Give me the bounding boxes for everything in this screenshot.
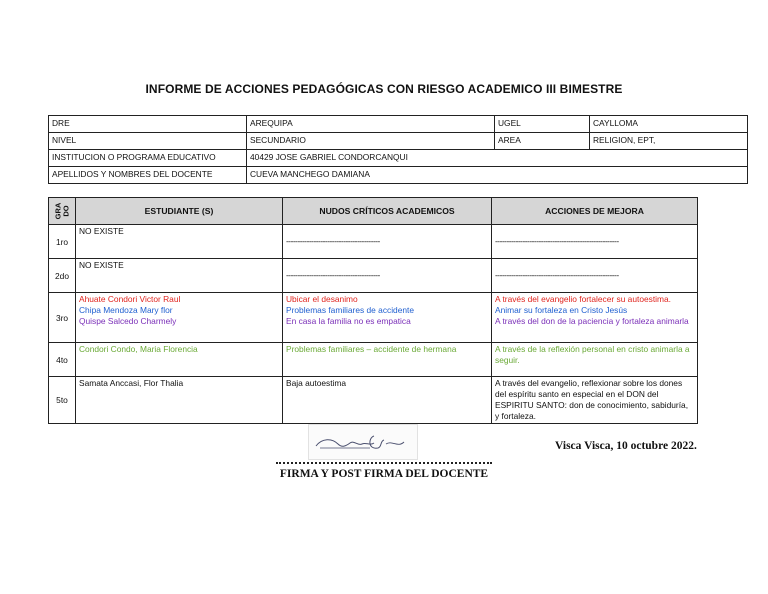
place-date: Visca Visca, 10 octubre 2022. [555, 440, 697, 452]
table-row [49, 259, 698, 293]
accion-text: A través del don de la paciencia y fortaleza animarla [495, 316, 689, 326]
dre-label: DRE [49, 116, 247, 133]
dash-line: ------------------------------------------------------ [495, 236, 619, 246]
row-nudos: Baja autoestima [283, 377, 492, 424]
accion-text: A través del evangelio fortalecer su autoestima. [495, 294, 671, 304]
student-name: Quispe Salcedo Charmely [79, 316, 177, 326]
handwritten-signature [308, 424, 418, 460]
row-nudos: Problemas familiares – accidente de hermana [283, 343, 492, 377]
header-estudiante: ESTUDIANTE (S) [76, 198, 283, 225]
signature-line [276, 462, 492, 464]
info-table [48, 115, 748, 184]
row-acciones: A través de la reflexión personal en cristo animarla a seguir. [492, 343, 698, 377]
row-grado: 3ro [49, 293, 76, 343]
row-estudiante: NO EXISTE [76, 225, 283, 259]
nudo-text: En casa la familia no es empatica [286, 316, 411, 326]
table-header-row [49, 198, 698, 225]
ugel-label: UGEL [495, 116, 590, 133]
header-nudos: NUDOS CRÍTICOS ACADEMICOS [283, 198, 492, 225]
accion-text: Animar su fortaleza en Cristo Jesús [495, 305, 628, 315]
info-row-institucion [49, 150, 748, 167]
row-grado: 1ro [49, 225, 76, 259]
row-nudos [283, 259, 492, 293]
table-row [49, 225, 698, 259]
dre-value: AREQUIPA [247, 116, 495, 133]
nivel-value: SECUNDARIO [247, 133, 495, 150]
row-estudiante: NO EXISTE [76, 259, 283, 293]
row-estudiante: Condori Condo, Maria Florencia [76, 343, 283, 377]
docente-label: APELLIDOS Y NOMBRES DEL DOCENTE [49, 167, 247, 184]
dash-line: ------------------------------------------------------ [495, 270, 619, 280]
row-estudiante [76, 293, 283, 343]
row-acciones [492, 259, 698, 293]
area-value: RELIGION, EPT, [590, 133, 748, 150]
table-row [49, 343, 698, 377]
area-label: AREA [495, 133, 590, 150]
row-nudos [283, 225, 492, 259]
actions-table [48, 197, 698, 424]
table-row [49, 377, 698, 424]
info-row-dre [49, 116, 748, 133]
table-row [49, 293, 698, 343]
row-acciones: A través del evangelio, reflexionar sobre los dones del espíritu santo en especial en el DON del ESPIRITU SANTO: don de conocimiento, sabiduría, y fortaleza. [492, 377, 698, 424]
row-grado: 4to [49, 343, 76, 377]
institucion-value: 40429 JOSE GABRIEL CONDORCANQUI [247, 150, 748, 167]
nudo-text: Problemas familiares de accidente [286, 305, 415, 315]
header-acciones: ACCIONES DE MEJORA [492, 198, 698, 225]
header-grado [49, 198, 76, 225]
row-acciones [492, 225, 698, 259]
signature-label: FIRMA Y POST FIRMA DEL DOCENTE [279, 468, 489, 480]
dash-line: ----------------------------------------- [286, 270, 380, 280]
report-title: INFORME DE ACCIONES PEDAGÓGICAS CON RIESGO ACADEMICO III BIMESTRE [145, 82, 623, 96]
row-acciones [492, 293, 698, 343]
nivel-label: NIVEL [49, 133, 247, 150]
header-grado-label: GRA DO [52, 202, 70, 220]
student-name: Chipa Mendoza Mary flor [79, 305, 173, 315]
student-name: Ahuate Condori Victor Raul [79, 294, 181, 304]
info-row-docente [49, 167, 748, 184]
dash-line: ----------------------------------------- [286, 236, 380, 246]
row-grado: 5to [49, 377, 76, 424]
ugel-value: CAYLLOMA [590, 116, 748, 133]
row-nudos [283, 293, 492, 343]
docente-value: CUEVA MANCHEGO DAMIANA [247, 167, 748, 184]
nudo-text: Ubicar el desanimo [286, 294, 358, 304]
institucion-label: INSTITUCION O PROGRAMA EDUCATIVO [49, 150, 247, 167]
info-row-nivel [49, 133, 748, 150]
row-grado: 2do [49, 259, 76, 293]
row-estudiante: Samata Anccasi, Flor Thalia [76, 377, 283, 424]
